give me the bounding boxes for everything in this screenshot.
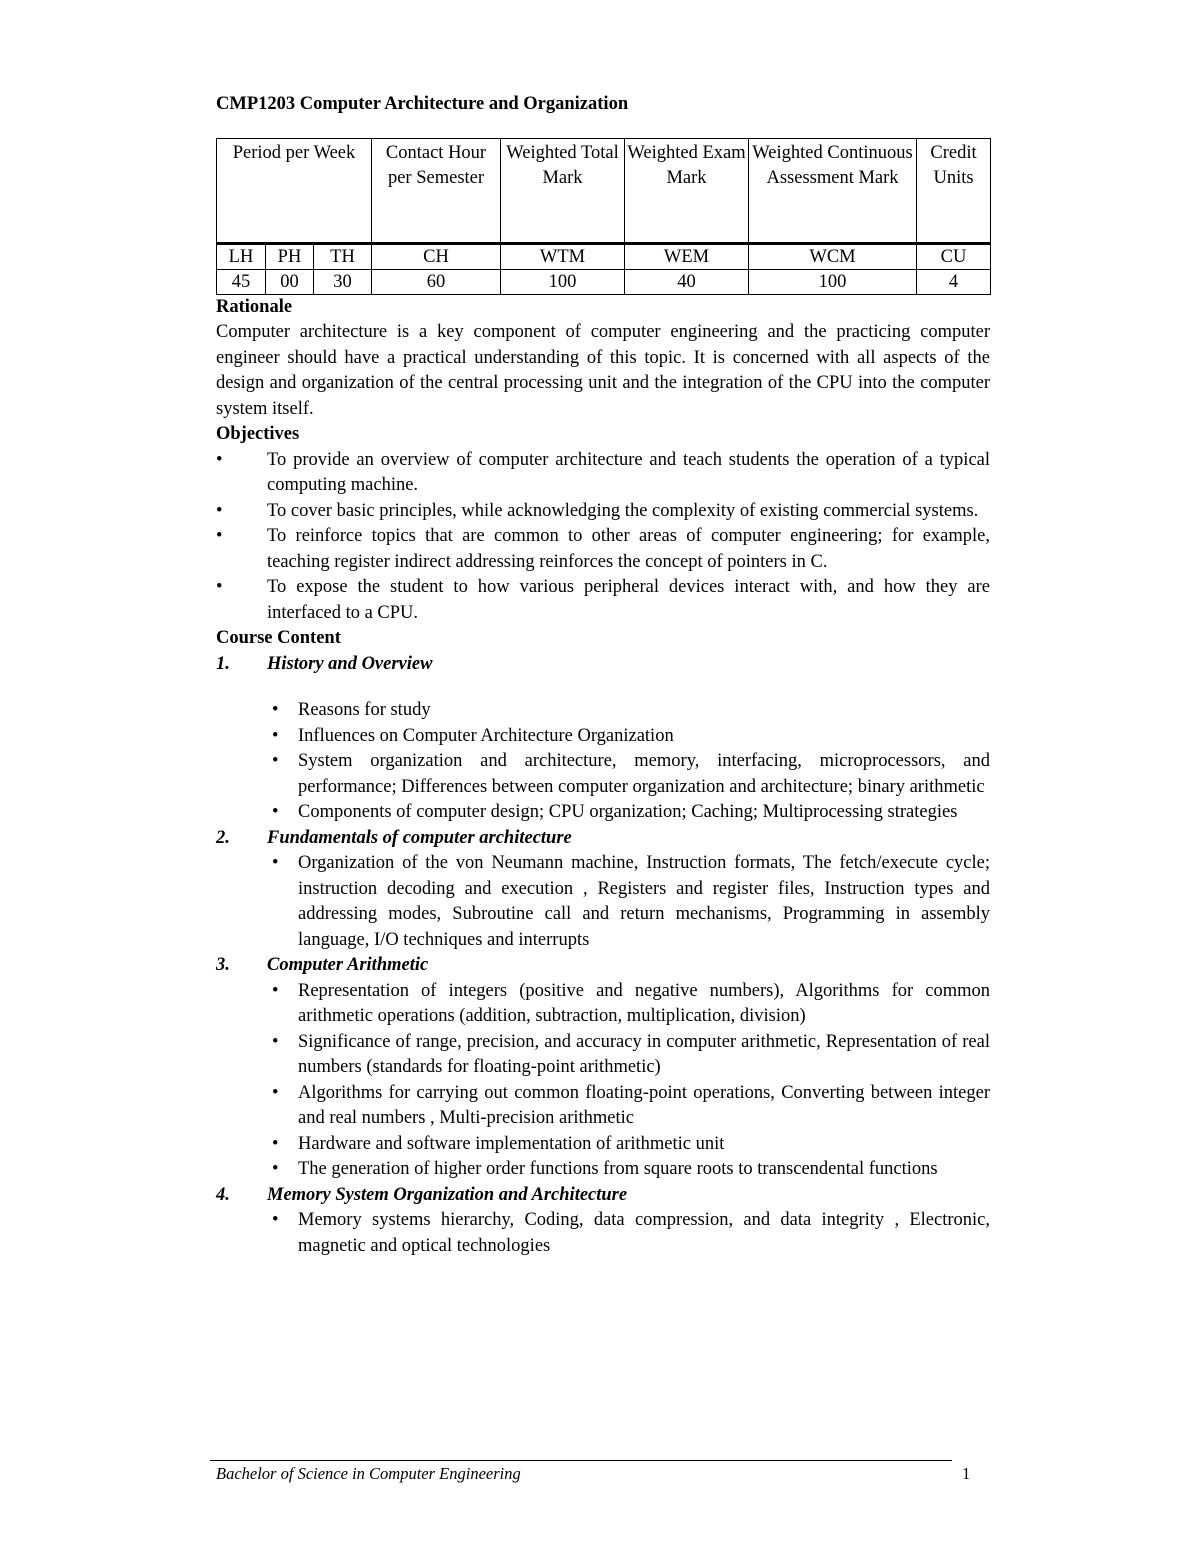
bullet-icon: •	[216, 500, 223, 521]
objectives-heading: Objectives	[216, 424, 300, 444]
list-item: • System organization and architecture, memory, interfacing, microprocessors, and performance; Differences between computer organization and architecture; binary arithmetic	[272, 749, 990, 800]
header-contact-hours: Contact Hour per Semester	[372, 138, 501, 243]
code-cell: CH	[372, 243, 501, 269]
code-cell: CU	[917, 243, 991, 269]
bullet-icon: •	[272, 725, 279, 746]
value-cell: 100	[749, 269, 917, 294]
list-item: • Reasons for study	[272, 698, 990, 724]
header-weighted-continuous: Weighted Continuous Assessment Mark	[749, 138, 917, 243]
value-cell: 00	[266, 269, 314, 294]
rationale-text: Computer architecture is a key component of computer engineering and the practicing computer engineer should have a practical understanding of this topic. It is concerned with all aspects of the design and organization of the central processing unit and the integration of the CPU into the computer system itself.	[216, 322, 990, 419]
document-page	[216, 92, 990, 1259]
objective-item: • To expose the student to how various peripheral devices interact with, and how they are interfaced to a CPU.	[216, 575, 990, 626]
bullet-icon: •	[272, 1031, 279, 1052]
bullet-icon: •	[216, 577, 223, 597]
list-item: • Hardware and software implementation of arithmetic unit	[272, 1132, 990, 1158]
bullet-icon: •	[272, 751, 279, 771]
list-item: • Organization of the von Neumann machine, Instruction formats, The fetch/execute cycle; instruction decoding and execution , Registers and register files, Instruction types and addressing modes, Subroutine call and return mechanisms, Programming in assembly language, I/O techniques and interrupts	[272, 851, 990, 953]
header-weighted-total: Weighted Total Mark	[501, 138, 625, 243]
code-cell: TH	[314, 243, 372, 269]
value-cell: 100	[501, 269, 625, 294]
objective-item: • To reinforce topics that are common to other areas of computer engineering; for example, teaching register indirect addressing reinforces the concept of pointers in C.	[216, 524, 990, 575]
footer-divider	[210, 1460, 952, 1461]
bullet-icon: •	[216, 449, 223, 470]
footer-text: Bachelor of Science in Computer Engineering	[216, 1464, 521, 1483]
section-heading: 4. Memory System Organization and Architecture	[216, 1184, 628, 1205]
list-item: • The generation of higher order functions from square roots to transcendental functions	[272, 1157, 990, 1183]
list-item: • Components of computer design; CPU organization; Caching; Multiprocessing strategies	[272, 800, 990, 826]
bullet-icon: •	[272, 853, 279, 873]
value-cell: 30	[314, 269, 372, 294]
course-content-heading: Course Content	[216, 628, 341, 648]
section-heading: 2. Fundamentals of computer architecture	[216, 827, 572, 848]
bullet-icon: •	[272, 1082, 279, 1103]
bullet-icon: •	[272, 802, 279, 822]
list-item: • Representation of integers (positive and negative numbers), Algorithms for common arithmetic operations (addition, subtraction, multiplication, division)	[272, 979, 990, 1030]
rationale-heading: Rationale	[216, 296, 293, 317]
header-credit-units: Credit Units	[917, 138, 991, 243]
spacer	[216, 677, 990, 698]
bullet-icon: •	[272, 980, 279, 1001]
code-cell: PH	[266, 243, 314, 269]
course-info-table	[216, 138, 991, 295]
code-cell: WEM	[625, 243, 749, 269]
list-item: • Influences on Computer Architecture Organization	[272, 724, 990, 750]
objective-item: • To cover basic principles, while acknowledging the complexity of existing commercial systems.	[216, 499, 990, 525]
value-cell: 40	[625, 269, 749, 294]
header-weighted-exam: Weighted Exam Mark	[625, 138, 749, 243]
code-cell: LH	[217, 243, 266, 269]
bullet-icon: •	[272, 700, 279, 720]
section-heading: 3. Computer Arithmetic	[216, 955, 429, 975]
page-number: 1	[962, 1464, 971, 1483]
header-period-per-week: Period per Week	[217, 138, 372, 243]
value-cell: 60	[372, 269, 501, 294]
bullet-icon: •	[216, 526, 223, 546]
list-item: • Algorithms for carrying out common floating-point operations, Converting between integer and real numbers , Multi-precision arithmetic	[272, 1081, 990, 1132]
bullet-icon: •	[272, 1210, 279, 1230]
list-item: • Memory systems hierarchy, Coding, data compression, and data integrity , Electronic, magnetic and optical technologies	[272, 1208, 990, 1259]
bullet-icon: •	[272, 1133, 279, 1154]
bullet-icon: •	[272, 1159, 279, 1179]
value-cell: 4	[917, 269, 991, 294]
code-cell: WTM	[501, 243, 625, 269]
code-cell: WCM	[749, 243, 917, 269]
value-cell: 45	[217, 269, 266, 294]
list-item: • Significance of range, precision, and accuracy in computer arithmetic, Representation of real numbers (standards for floating-point arithmetic)	[272, 1030, 990, 1081]
page-title: CMP1203 Computer Architecture and Organization	[216, 94, 629, 114]
section-heading: 1. History and Overview	[216, 653, 433, 674]
objective-item: • To provide an overview of computer architecture and teach students the operation of a typical computing machine.	[216, 448, 990, 499]
